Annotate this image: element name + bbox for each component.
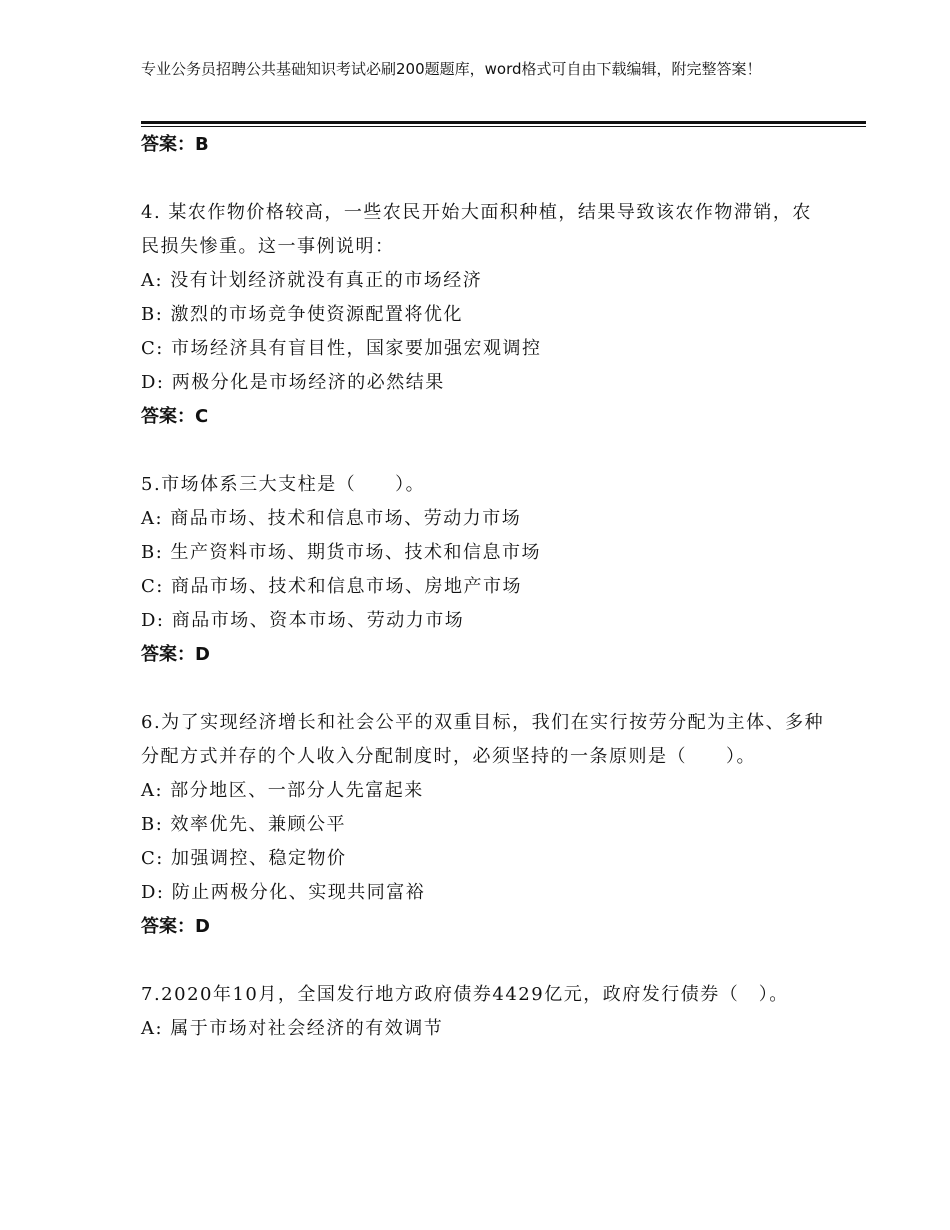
option-c: C: 商品市场、技术和信息市场、房地产市场 — [141, 576, 523, 597]
option-d: D: 防止两极分化、实现共同富裕 — [141, 882, 426, 903]
question-7 — [141, 978, 831, 1046]
option-b: B: 生产资料市场、期货市场、技术和信息市场 — [141, 542, 542, 563]
question-text: 7.2020年10月，全国发行地方政府债券4429亿元，政府发行债券（ ）。 — [141, 984, 789, 1005]
question-text: 6.为了实现经济增长和社会公平的双重目标，我们在实行按劳分配为主体、多种分配方式并存的个人收入分配制度时，必须坚持的一条原则是（ ）。 — [141, 712, 825, 767]
question-list — [141, 128, 831, 1046]
option-a: A: 没有计划经济就没有真正的市场经济 — [141, 270, 483, 291]
question-5 — [141, 468, 831, 672]
option-a: A: 属于市场对社会经济的有效调节 — [141, 1018, 444, 1039]
answer-line: 答案：C — [141, 406, 209, 427]
option-d: D: 两极分化是市场经济的必然结果 — [141, 372, 445, 393]
option-a: A: 部分地区、一部分人先富起来 — [141, 780, 424, 801]
question-6 — [141, 706, 831, 944]
answer-line: 答案：D — [141, 916, 210, 937]
option-c: C: 市场经济具有盲目性，国家要加强宏观调控 — [141, 338, 542, 359]
header-rule-thin — [141, 126, 866, 127]
option-a: A: 商品市场、技术和信息市场、劳动力市场 — [141, 508, 522, 529]
option-b: B: 激烈的市场竞争使资源配置将优化 — [141, 304, 464, 325]
option-d: D: 商品市场、资本市场、劳动力市场 — [141, 610, 465, 631]
option-c: C: 加强调控、稳定物价 — [141, 848, 347, 869]
question-text: 4. 某农作物价格较高，一些农民开始大面积种植，结果导致该农作物滞销，农民损失惨重。这一事例说明： — [141, 202, 812, 257]
page-header: 专业公务员招聘公共基础知识考试必刷200题题库，word格式可自由下载编辑，附完整答案！ — [141, 60, 762, 78]
question-4 — [141, 196, 831, 434]
answer-line: 答案：B — [141, 134, 209, 155]
header-rule-thick — [141, 121, 866, 124]
option-b: B: 效率优先、兼顾公平 — [141, 814, 347, 835]
answer-line: 答案：D — [141, 644, 210, 665]
question-text: 5.市场体系三大支柱是（ ）。 — [141, 474, 426, 495]
